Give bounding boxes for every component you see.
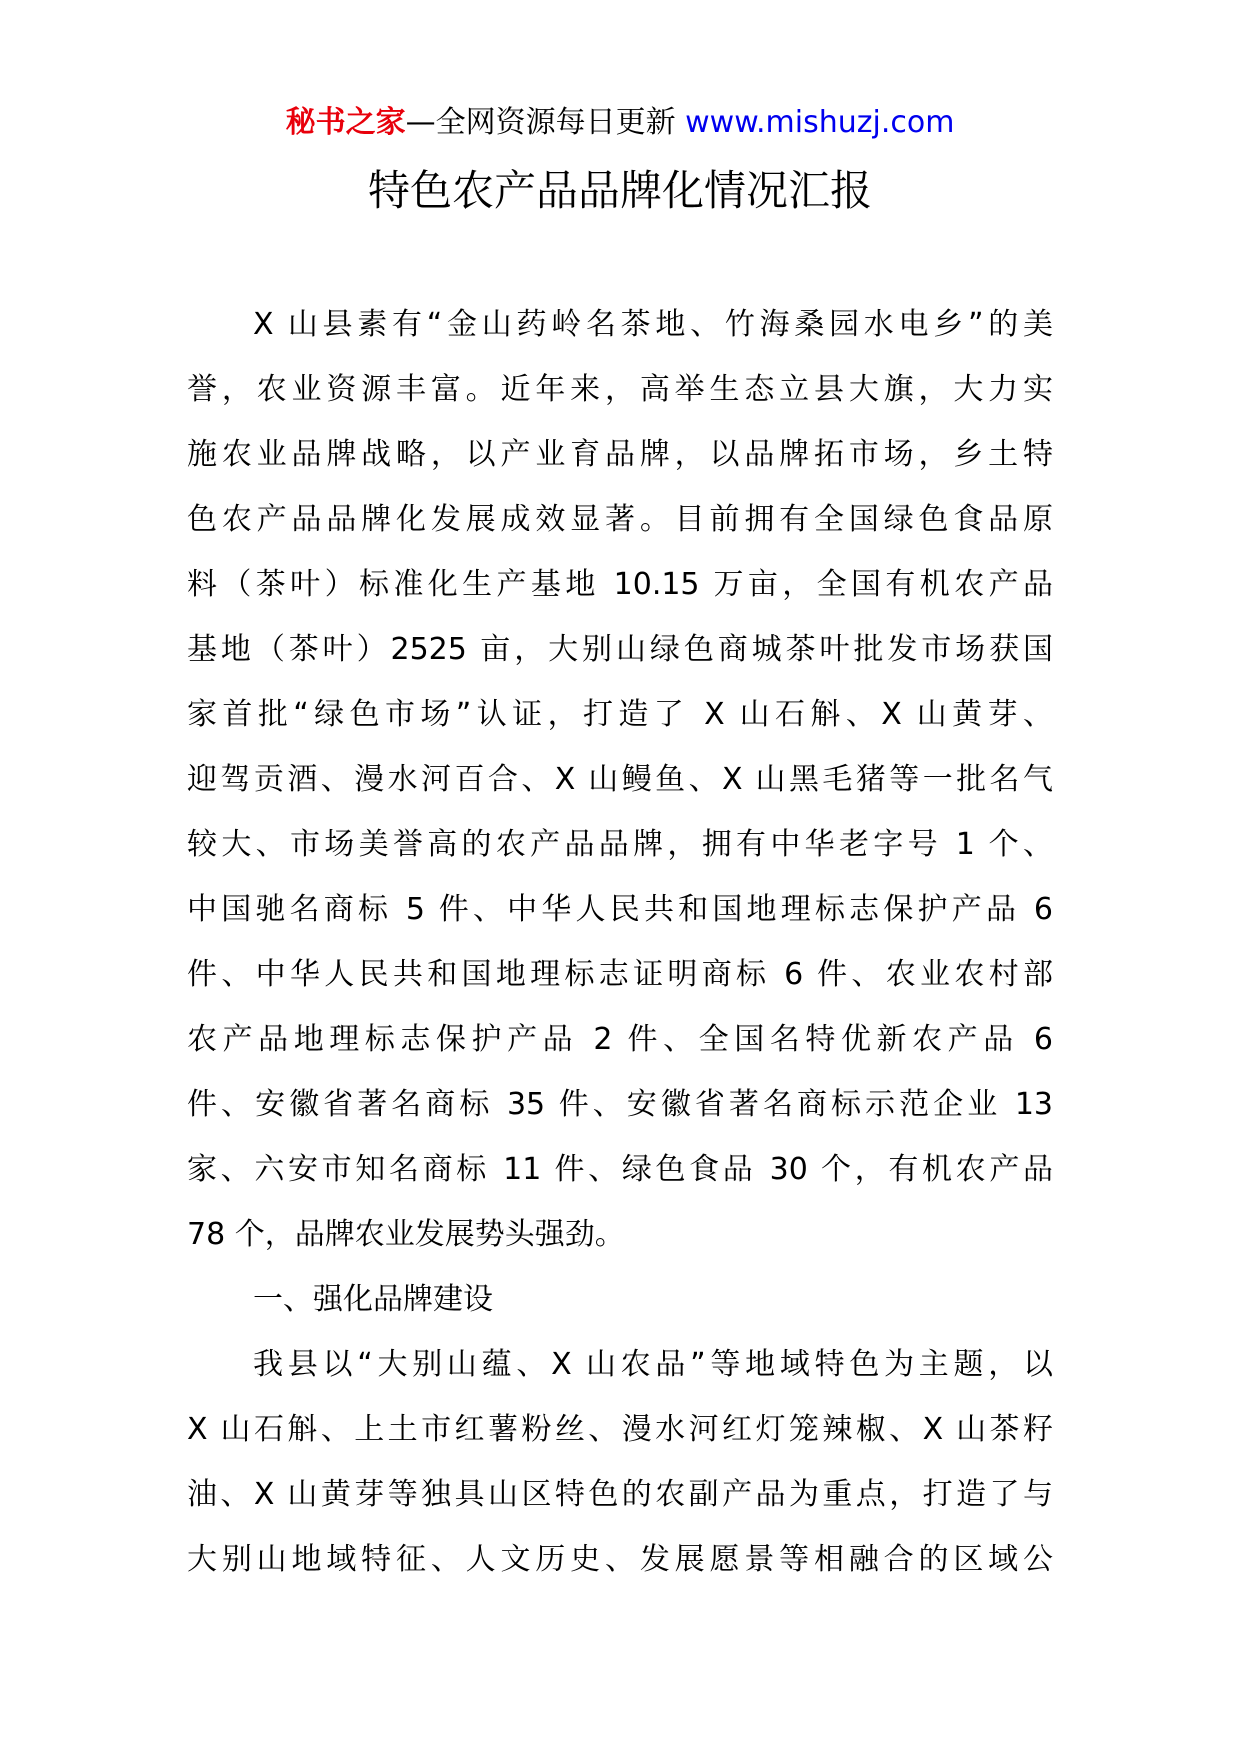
paragraph-line: 农产品地理标志保护产品 2 件、全国名特优新农产品 6 <box>187 1022 1053 1057</box>
paragraph-line: 迎驾贡酒、漫水河百合、X 山鳗鱼、X 山黑毛猪等一批名气 <box>187 762 1053 797</box>
paragraph-line: 色农产品品牌化发展成效显著。目前拥有全国绿色食品原 <box>187 502 1053 537</box>
paragraph-line: 较大、市场美誉高的农产品品牌，拥有中华老字号 1 个、 <box>187 827 1053 862</box>
site-header <box>0 103 1240 143</box>
paragraph-line: 料（茶叶）标准化生产基地 10.15 万亩，全国有机农产品 <box>187 567 1053 602</box>
paragraph-line: 件、中华人民共和国地理标志证明商标 6 件、农业农村部 <box>187 957 1053 992</box>
paragraph-line: 基地（茶叶）2525 亩，大别山绿色商城茶叶批发市场获国 <box>187 632 1053 667</box>
paragraph-line: 件、安徽省著名商标 35 件、安徽省著名商标示范企业 13 <box>187 1087 1053 1122</box>
site-tagline: —全网资源每日更新 <box>405 105 686 140</box>
paragraph-line: 中国驰名商标 5 件、中华人民共和国地理标志保护产品 6 <box>187 892 1053 927</box>
paragraph-line: X 山县素有“金山药岭名茶地、竹海桑园水电乡”的美 <box>253 307 1053 342</box>
document-title: 特色农产品品牌化情况汇报 <box>367 166 872 215</box>
site-brand: 秘书之家 <box>285 105 406 140</box>
paragraph-line: 78 个，品牌农业发展势头强劲。 <box>187 1217 625 1252</box>
section-heading: 一、强化品牌建设 <box>253 1282 493 1317</box>
paragraph-line: X 山石斛、上土市红薯粉丝、漫水河红灯笼辣椒、X 山茶籽 <box>187 1412 1053 1447</box>
paragraph-line: 大别山地域特征、人文历史、发展愿景等相融合的区域公 <box>187 1542 1053 1577</box>
paragraph-line: 我县以“大别山蕴、X 山农品”等地域特色为主题，以 <box>253 1347 1053 1382</box>
paragraph-line: 施农业品牌战略，以产业育品牌，以品牌拓市场，乡土特 <box>187 437 1053 472</box>
site-url-link[interactable]: www.mishuzj.com <box>685 105 955 140</box>
paragraph-line: 家、六安市知名商标 11 件、绿色食品 30 个，有机农产品 <box>187 1152 1053 1187</box>
paragraph-line: 誉，农业资源丰富。近年来，高举生态立县大旗，大力实 <box>187 372 1053 407</box>
document-body <box>187 292 1053 1592</box>
paragraph-line: 油、X 山黄芽等独具山区特色的农副产品为重点，打造了与 <box>187 1477 1053 1512</box>
paragraph-line: 家首批“绿色市场”认证，打造了 X 山石斛、X 山黄芽、 <box>187 697 1053 732</box>
